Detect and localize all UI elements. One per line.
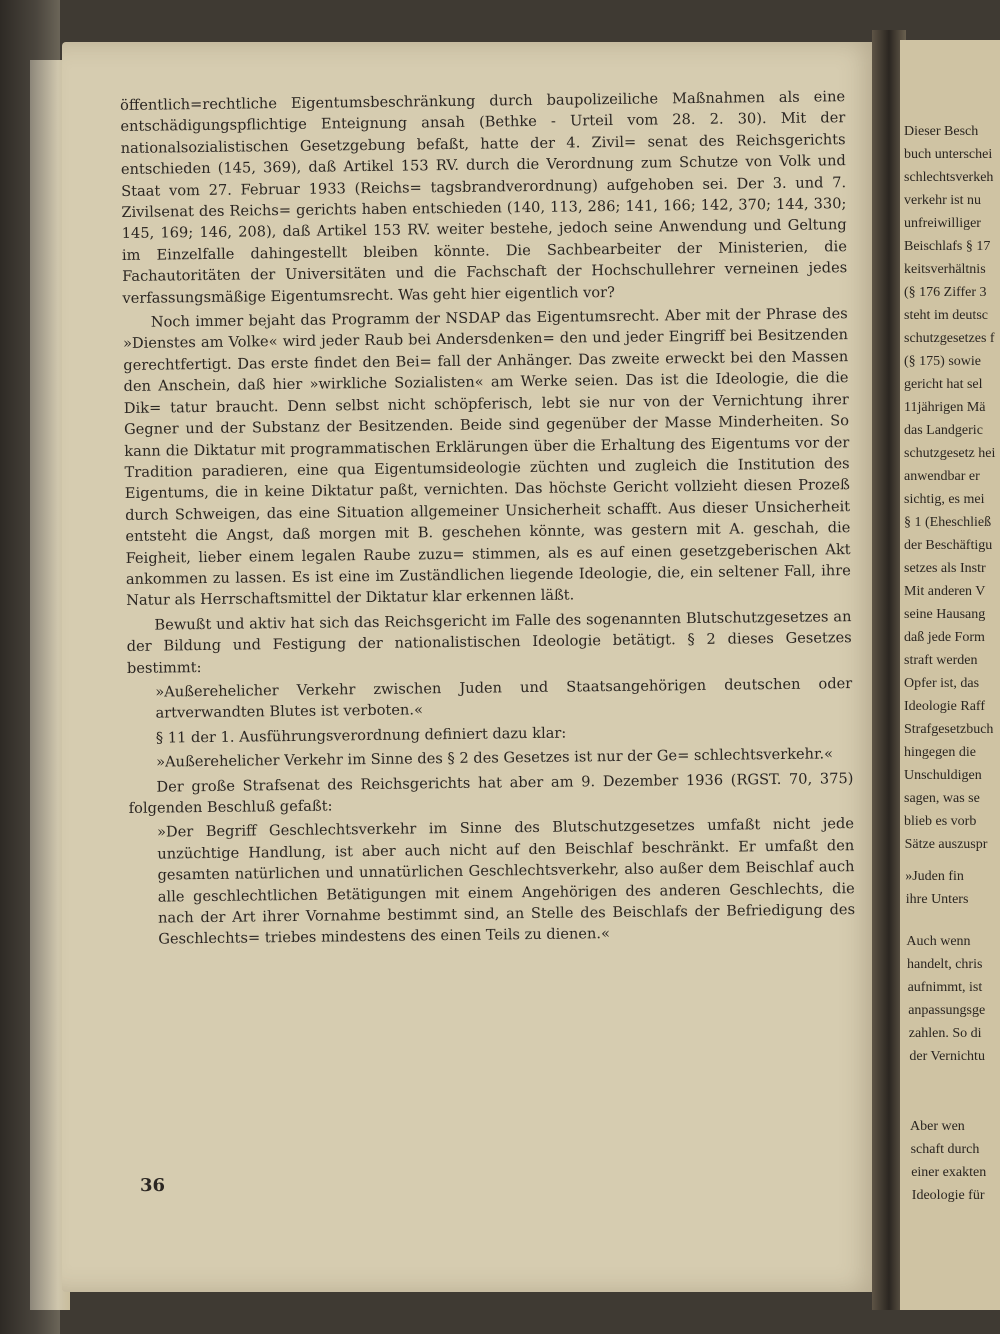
block-quote: »Der Begriff Geschlechtsverkehr im Sinne des Blutschutzgesetzes umfaßt nicht jede unzüchtige Handlung, ist aber auch nicht auf den Beischlaf beschränkt. Er umfaßt den gesamten natürlichen und unnatürlichen Geschlechtsverkehr, also außer dem Beischlaf auch alle geschlechtlichen Betätigungen mit einem Angehörigen des anderen Geschlechts, die nach der Art ihrer Vornahme bestimmt sind, an Stelle des Beischlafs der Befriedigung des Geschlechts= triebes mindestens des einen Teils zu dienen.« <box>156 815 856 949</box>
facing-page-line: gericht hat sel <box>904 377 983 392</box>
facing-page-line: Ideologie Raff <box>904 699 985 714</box>
facing-page-line: straft werden <box>904 653 978 668</box>
facing-page-line: Beischlafs § 17 <box>904 239 991 254</box>
facing-page-line: ihre Unters <box>905 892 969 907</box>
facing-page-line: (§ 175) sowie <box>904 354 981 369</box>
facing-page-line: keitsverhältnis <box>904 262 986 277</box>
facing-page-line: Mit anderen V <box>904 584 986 599</box>
facing-page-line: setzes als Instr <box>904 561 986 576</box>
facing-page-line: anwendbar er <box>904 469 980 484</box>
facing-page-line: hingegen die <box>904 745 976 760</box>
facing-page-line: unfreiwilliger <box>904 216 981 231</box>
facing-page-line: schutzgesetz hei <box>904 446 996 461</box>
facing-page-line: das Landgeric <box>904 423 983 438</box>
facing-page-line: § 1 (Eheschließ <box>904 515 992 530</box>
facing-page-line: anpassungsge <box>908 1003 986 1018</box>
facing-page-line: seine Hausang <box>904 607 986 622</box>
facing-page-line: buch unterschei <box>904 147 993 162</box>
paragraph: § 11 der 1. Ausführungsverordnung definiert dazu klar: <box>155 724 567 747</box>
facing-page-line: (§ 176 Ziffer 3 <box>904 285 987 300</box>
facing-page-line: Dieser Besch <box>904 124 979 139</box>
facing-page-line: Strafgesetzbuch <box>904 722 994 737</box>
facing-page-line: »Juden fin <box>905 869 964 884</box>
facing-page-line: blieb es vorb <box>904 814 977 829</box>
facing-page-line: einer exakten <box>911 1165 987 1180</box>
paragraph: öffentlich=rechtliche Eigentumsbeschränkung durch baupolizeiliche Maßnahmen als eine entschädigungspflichtige Enteignung ansah (Bethke - Urteil vom 28. 2. 30). Mit der nationalsozialistischen Gesetzgebung befaßt, hatte der 4. Zivil= senat des Reichsgerichts entschieden (145, 369), daß Artikel 153 RV. durch die Verordnung zum Schutze von Volk und Staat vom 27. Februar 1933 (Reichs= tagsbrandverordnung) aufgehoben sei. Der 3. und 7. Zivilsenat des Reichs= gerichts haben entschieden (140, 113, 286; 141, 166; 142, 370; 144, 330; 145, 169; 146, 208), daß Artikel 153 RV. weiter bestehe, jedoch seine Anwendung und Geltung im Einzelfalle dahingestellt bleiben könnte. Die Sachbearbeiter der Ministerien, die Fachautoritäten der Universitäten und die Fachschaft der Hochschullehrer verneinen jedes verfassungsmäßige Eigentumsrecht. Was geht hier eigentlich vor? <box>120 88 848 307</box>
facing-page-line: der Vernichtu <box>909 1049 985 1064</box>
facing-page-line: Aber wen <box>910 1119 965 1134</box>
facing-page-line: schaft durch <box>910 1142 980 1157</box>
facing-page-line: daß jede Form <box>904 630 985 645</box>
facing-page-line: aufnimmt, ist <box>907 980 983 995</box>
paragraph: Bewußt und aktiv hat sich das Reichsgericht im Falle des sogenannten Blutschutzgesetzes an der Bildung und Festigung der nationalistischen Ideologie betätigt. § 2 dieses Gesetzes bestimmt: <box>126 607 852 677</box>
facing-page-line: Auch wenn <box>906 934 971 949</box>
page-body-text <box>120 86 855 954</box>
facing-page-line: Unschuldigen <box>904 768 982 783</box>
facing-page <box>900 40 1000 1310</box>
facing-page-line: Sätze auszuspr <box>904 837 988 852</box>
facing-page-line: Ideologie für <box>911 1188 985 1203</box>
facing-page-line: verkehr ist nu <box>904 193 981 208</box>
facing-page-line: sagen, was se <box>904 791 980 806</box>
facing-page-line: zahlen. So di <box>908 1026 982 1041</box>
facing-page-line: Opfer ist, das <box>904 676 980 691</box>
paragraph: Noch immer bejaht das Programm der NSDAP das Eigentumsrecht. Aber mit der Phrase des »Dienstes am Volke« wird jeder Raub bei Andersdenken= den und jeder Eingriff bei Besitzenden gerechtfertigt. Das erste findet den Bei= fall der Anhänger. Das zweite erweckt bei den Massen den Anschein, daß hier »wirkliche Sozialisten« am Werke seien. Das ist die Ideologie, die die Dik= tatur braucht. Denn selbst nicht schöpferisch, lebt sie nur von der Vernichtung ihrer Gegner und der Substanz der Besitzenden. Beide sind gegenüber der Masse Minderheiten. So kann die Diktatur mit programmatischen Erklärungen über die Erhaltung des Eigentums vor der Tradition paradieren, eine qua Eigentumsideologie züchten und zugleich die Institution des Eigentums, die in keine Diktatur paßt, vernichten. Das höchste Gericht vollzieht diesen Prozeß durch Schweigen, das eine Situation allgemeiner Unsicherheit schafft. Aus dieser Unsicherheit entsteht die Angst, daß morgen mit B. geschehen könnte, was gestern mit A. geschah, die Feigheit, lieber einem legalen Raube zuzu= stimmen, als es auf einen gesetzgeberischen Akt ankommen zu lassen. Es ist eine im Zuständlichen liegende Ideologie, die, ein seltener Fall, ihre Natur als Herrschaftsmittel der Diktatur klar erkennen läßt. <box>122 305 851 610</box>
facing-page-line: 11jährigen Mä <box>904 400 986 415</box>
facing-page-line: handelt, chris <box>907 957 983 972</box>
facing-page-line: schutzgesetzes f <box>904 331 995 346</box>
facing-page-line: steht im deutsc <box>904 308 988 323</box>
block-quote: »Außerehelicher Verkehr im Sinne des § 2 des Gesetzes ist nur der Ge= schlechtsverkehr.« <box>156 745 834 771</box>
facing-page-line: der Beschäftigu <box>904 538 993 553</box>
facing-page-line: sichtig, es mei <box>904 492 985 507</box>
paragraph: Der große Strafsenat des Reichsgerichts hat aber am 9. Dezember 1936 (RGST. 70, 375) folgenden Beschluß gefaßt: <box>128 769 854 817</box>
block-quote: »Außerehelicher Verkehr zwischen Juden und Staatsangehörigen deutschen oder artverwandten Blutes ist verboten.« <box>155 675 853 722</box>
facing-page-line: schlechtsverkeh <box>904 170 994 185</box>
page-number: 36 <box>140 1175 166 1196</box>
